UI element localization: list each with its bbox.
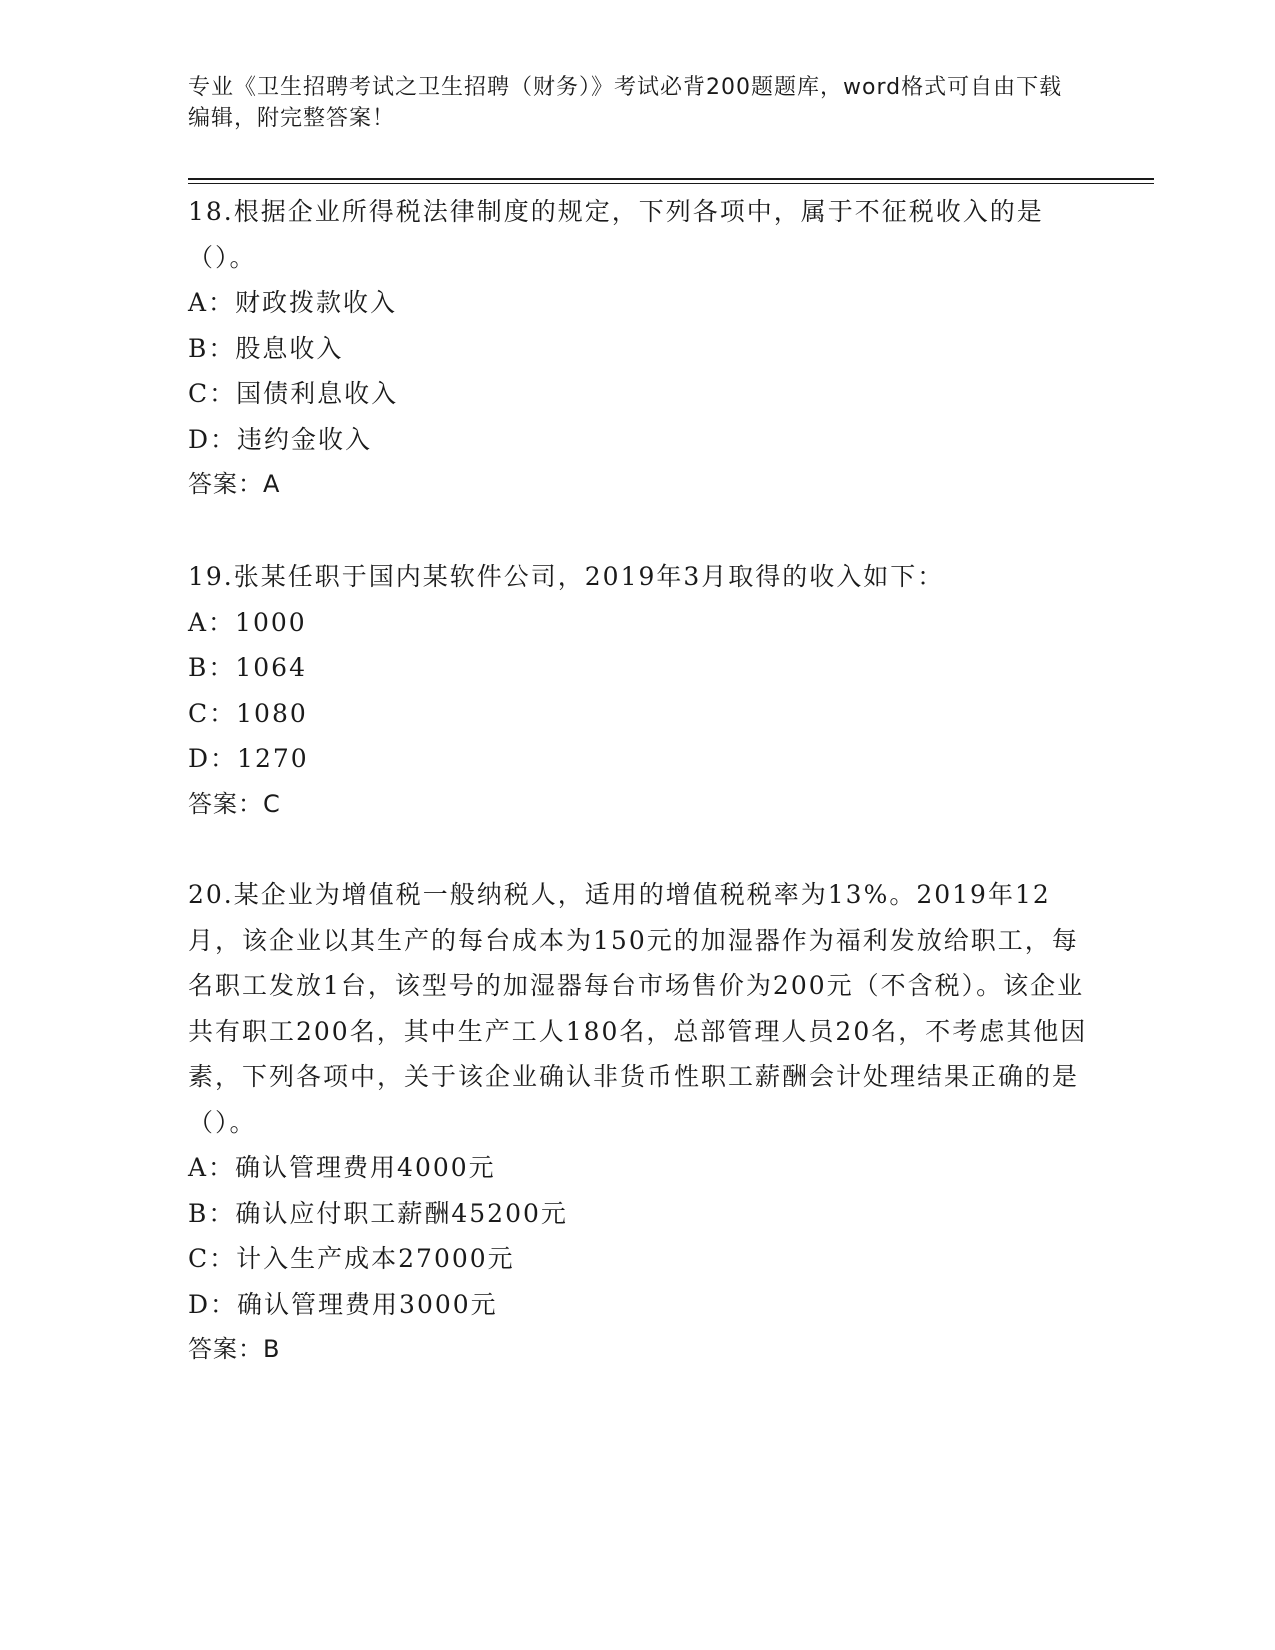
- option-d: D：违约金收入: [188, 424, 373, 454]
- question-20: [188, 872, 1088, 1373]
- option-d: D：确认管理费用3000元: [188, 1289, 498, 1319]
- option-d: D：1270: [188, 744, 309, 773]
- option-a: A：财政拨款收入: [188, 288, 398, 317]
- option-c: C：1080: [188, 698, 308, 728]
- answer-line: 答案：C: [188, 789, 281, 818]
- question-stem: 20.某企业为增值税一般纳税人，适用的增值税税率为13%。2019年12月，该企业以其生产的每台成本为150元的加湿器作为福利发放给职工，每名职工发放1台，该型号的加湿器每台市场售价为200元（不含税）。该企业共有职工200名，其中生产工人180名，总部管理人员20名，不考虑其他因素，下列各项中，关于该企业确认非货币性职工薪酬会计处理结果正确的是（）。: [188, 880, 1088, 1137]
- answer-line: 答案：B: [188, 1335, 281, 1363]
- header-divider-thin: [188, 183, 1154, 184]
- document-intro: 专业《卫生招聘考试之卫生招聘（财务）》考试必背200题题库，word格式可自由下载编辑，附完整答案！: [188, 75, 1063, 131]
- question-19: [188, 554, 1088, 827]
- option-a: A：确认管理费用4000元: [188, 1153, 496, 1182]
- option-c: C：计入生产成本27000元: [188, 1244, 515, 1273]
- header-divider-thick: [188, 178, 1154, 180]
- option-c: C：国债利息收入: [188, 379, 399, 408]
- question-stem: 18.根据企业所得税法律制度的规定，下列各项中，属于不征税收入的是（）。: [188, 197, 1044, 272]
- option-b: B：确认应付职工薪酬45200元: [188, 1198, 568, 1228]
- option-a: A：1000: [188, 607, 307, 637]
- question-18: [188, 189, 1088, 508]
- option-b: B：股息收入: [188, 333, 344, 363]
- option-b: B：1064: [188, 653, 307, 682]
- question-stem: 19.张某任职于国内某软件公司，2019年3月取得的收入如下：: [188, 562, 945, 591]
- answer-line: 答案：A: [188, 470, 281, 498]
